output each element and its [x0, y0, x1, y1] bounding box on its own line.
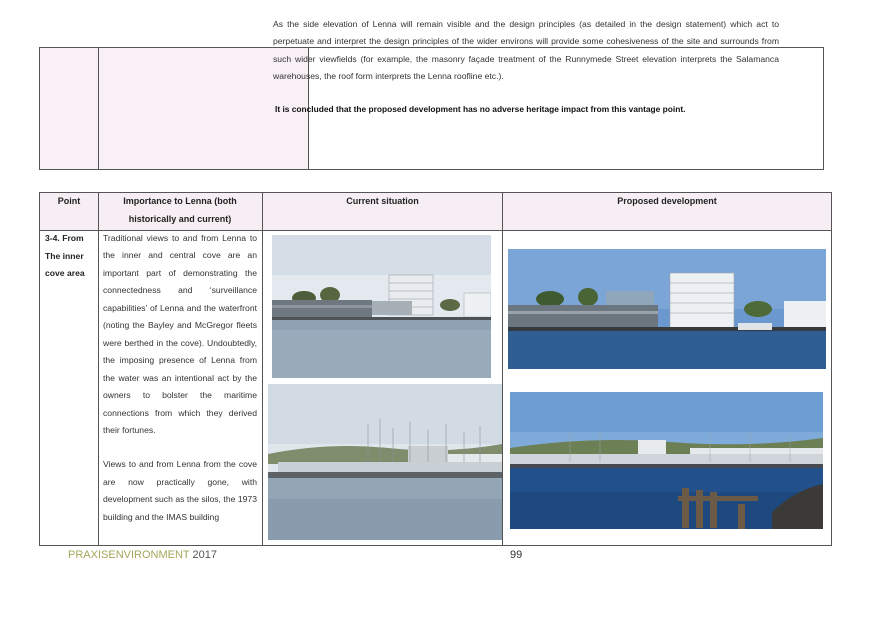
table-cell-point-empty: [40, 48, 99, 169]
importance-paragraph-2: Views to and from Lenna from the cove are now practically gone, with development such as the silos, the 1973 building and the IMAS building: [103, 459, 257, 522]
footer-brand-environment: ENVIRONMENT: [108, 549, 190, 561]
page-number: 99: [510, 549, 523, 561]
column-divider: [502, 193, 503, 545]
footer-brand-praxis: PRAXIS: [68, 549, 109, 561]
assessment-paragraph: As the side elevation of Lenna will remain visible and the design principles (as detailed in the design statement) which act to perpetuate and interpret the design principles of the wider environs will provide some cohesiveness of the site and surrounds from such wider viewfields (for example, the masonry façade treatment of the Runnymede Street elevation interprets the Salamanca warehouses, the roof form interprets the Lenna roofline etc.).: [273, 19, 779, 82]
header-importance: Importance to Lenna (both historically and current): [123, 196, 237, 224]
header-proposed-development: Proposed development: [617, 196, 717, 206]
photo-current-situation-1: [272, 235, 491, 378]
assessment-conclusion: It is concluded that the proposed development has no adverse heritage impact from this vantage point.: [275, 104, 686, 114]
column-divider: [98, 193, 99, 545]
photo-proposed-development-2: [510, 392, 823, 529]
header-point: Point: [57, 196, 81, 206]
column-divider: [262, 193, 263, 545]
importance-text: [103, 230, 257, 526]
header-current-situation: Current situation: [346, 196, 419, 206]
importance-paragraph-1: Traditional views to and from Lenna to the inner and central cove are an important part of demonstrating the connectedness and ‘surveillance capabilities’ of Lenna and the waterfront (noting the Bayley and McGregor fleets were berthed in the cove). Undoubtedly, the imposing presence of Lenna from the water was an intentional act by the owners to bolster the maritime connections from which they derived their fortunes.: [103, 233, 257, 435]
footer-year: 2017: [192, 549, 217, 561]
photo-current-situation-2: [268, 384, 502, 540]
footer-brand: [68, 549, 217, 561]
photo-proposed-development-1: [508, 249, 826, 369]
point-label: 3-4. From The inner cove area: [45, 233, 85, 279]
